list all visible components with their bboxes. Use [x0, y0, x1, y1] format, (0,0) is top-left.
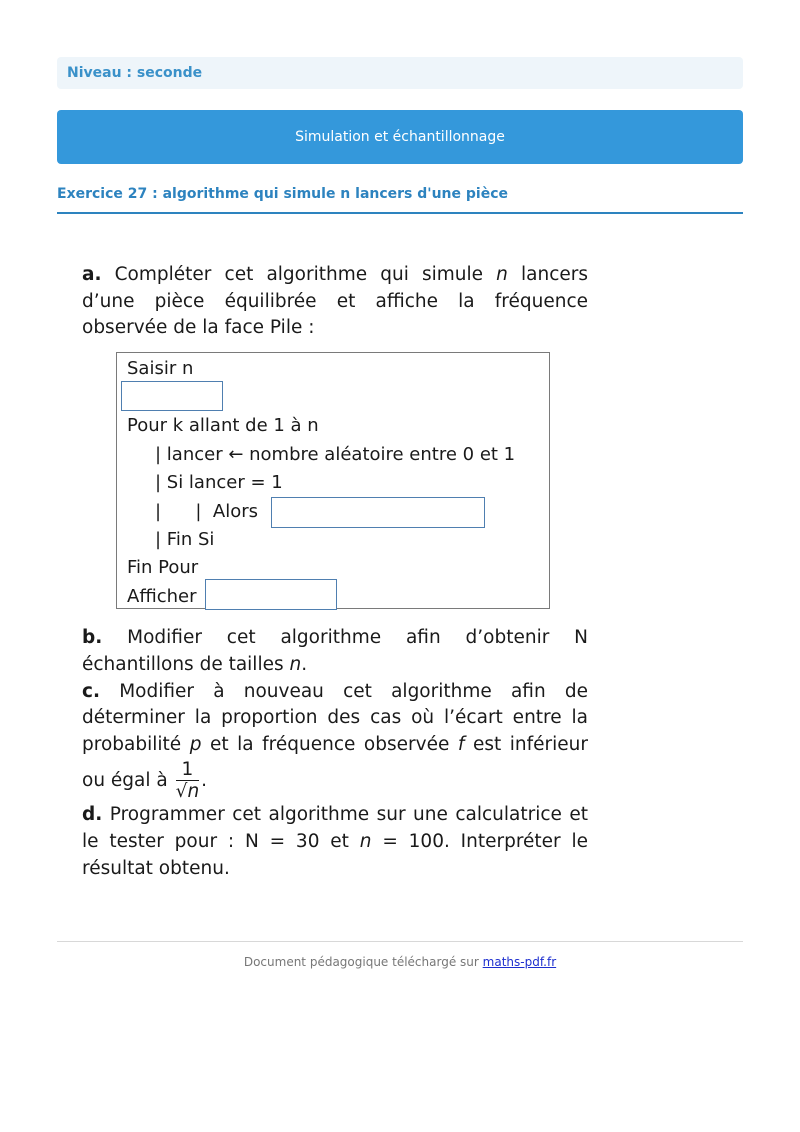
question-b-text-1: Modifier cet algorithme afin d’obtenir N échantillons de tailles	[82, 627, 588, 675]
algo-line-for: Pour k allant de 1 à n	[127, 415, 319, 437]
sqrt-symbol: √	[175, 780, 188, 802]
question-c-text-1: Modifier à nouveau cet algorithme afin de déterminer la proportion des cas où l’écart entre la probabilité	[82, 680, 588, 755]
footer-divider	[57, 941, 743, 942]
question-c-text-2: et la fréquence observée	[209, 733, 450, 755]
exercise-content	[82, 262, 588, 882]
fraction-numerator: 1	[176, 759, 200, 781]
blank-box-1[interactable]	[121, 381, 223, 411]
question-a-text-2: lancers d’une pièce équilibrée et affiche la fréquence observée de la face Pile :	[82, 264, 588, 339]
level-label: Niveau : seconde	[67, 65, 203, 81]
fraction-one-over-sqrt-n	[176, 759, 200, 803]
question-b-label: b.	[82, 627, 103, 649]
question-c-text-3: est inférieur ou égal à	[82, 733, 588, 791]
algo-line-input: Saisir n	[127, 358, 194, 380]
question-a-text-1: Compléter cet algorithme qui simule	[114, 264, 484, 285]
footer-text: Document pédagogique téléchargé sur	[243, 955, 479, 969]
algorithm-box	[116, 352, 550, 609]
blank-box-2[interactable]	[271, 497, 485, 528]
algo-line-then: | | Alors	[155, 501, 259, 523]
fraction-denominator	[176, 781, 200, 802]
chapter-banner	[57, 110, 743, 164]
level-bar	[57, 57, 743, 89]
algo-line-if: | Si lancer = 1	[155, 472, 283, 494]
question-d-text-1: Programmer cet algorithme sur une calculatrice et le tester pour : N = 30 et	[82, 804, 588, 852]
exercise-title: Exercice 27 : algorithme qui simule n lancers d'une pièce	[57, 186, 743, 214]
question-c-var-f: f	[457, 733, 465, 755]
question-a-var-n: n	[496, 264, 508, 285]
blank-box-3[interactable]	[205, 579, 337, 610]
question-b	[82, 625, 588, 678]
question-b-text-2: .	[301, 653, 308, 675]
question-c-label: c.	[82, 680, 100, 702]
question-c-text-4: .	[201, 769, 208, 791]
question-a-label: a.	[82, 264, 102, 285]
question-d-var-n: n	[359, 830, 372, 852]
question-a	[82, 262, 588, 342]
question-c-var-p: p	[189, 733, 202, 755]
footer	[0, 955, 800, 969]
algo-line-endif: | Fin Si	[155, 529, 215, 551]
question-c	[82, 679, 588, 803]
footer-link[interactable]: maths-pdf.fr	[482, 955, 557, 969]
question-b-var-n: n	[289, 653, 302, 675]
question-d	[82, 802, 588, 882]
algo-line-random: | lancer ← nombre aléatoire entre 0 et 1	[155, 444, 516, 466]
question-d-text-2: = 100. Interpréter le résultat obtenu.	[82, 830, 588, 879]
chapter-title: Simulation et échantillonnage	[295, 129, 505, 145]
question-d-label: d.	[82, 804, 103, 826]
algo-line-output: Afficher	[127, 586, 197, 608]
algo-line-endfor: Fin Pour	[127, 557, 199, 579]
fraction-den-var: n	[187, 780, 200, 802]
